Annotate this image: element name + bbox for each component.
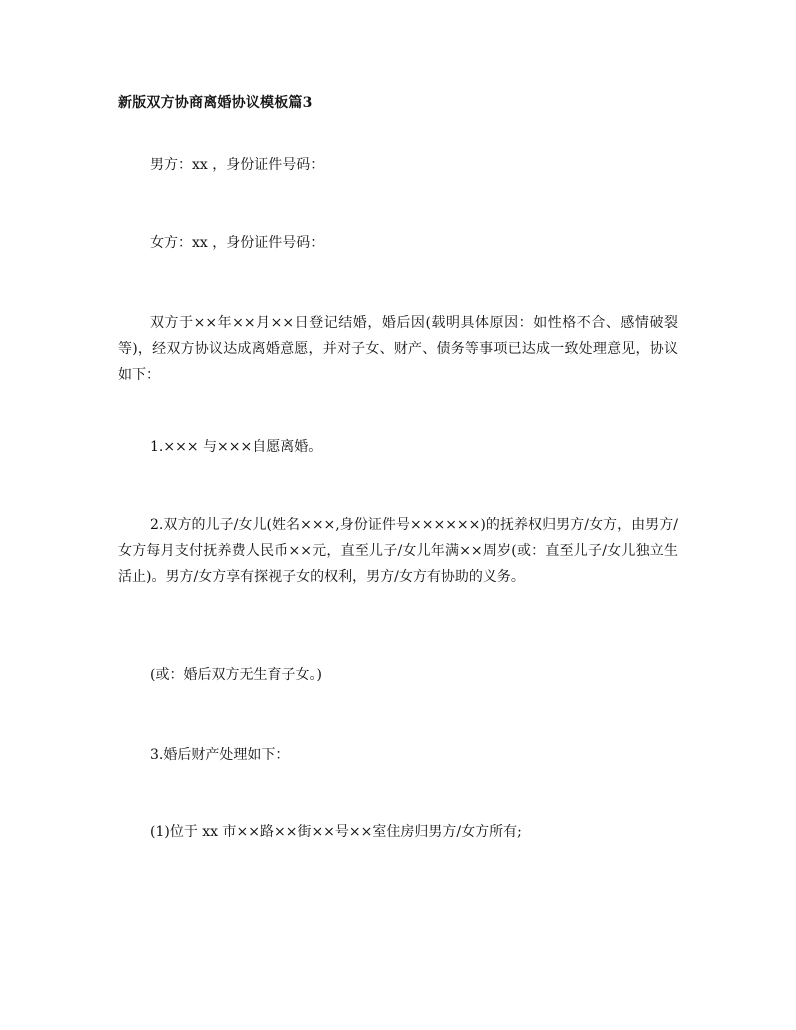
paragraph-clause-3-item-1: (1)位于 xx 市××路××街××号××室住房归男方/女方所有; <box>150 824 522 840</box>
paragraph-husband-info: 男方：xx ，身份证件号码： <box>150 157 325 173</box>
paragraph-clause-2-alternative: (或：婚后双方无生育子女。) <box>150 667 322 683</box>
paragraph-clause-2-custody: 2.双方的儿子/女儿(姓名×××,身份证件号××××××)的抚养权归男方/女方，由男方/女方每月支付抚养费人民币××元，直至儿子/女儿年满××周岁(或：直至儿子/女儿独立生活止)。男方/女方享有探视子女的权利，男方/女方有协助的义务。 <box>118 517 678 585</box>
paragraph-agreement-intro: 双方于××年××月××日登记结婚，婚后因(载明具体原因：如性格不合、感情破裂等)，经双方协议达成离婚意愿，并对子女、财产、债务等事项已达成一致处理意见，协议如下： <box>118 315 678 383</box>
document-title: 新版双方协商离婚协议模板篇3 <box>118 95 313 111</box>
paragraph-wife-info: 女方：xx ，身份证件号码： <box>150 235 325 251</box>
paragraph-clause-3-property: 3.婚后财产处理如下： <box>150 747 290 763</box>
paragraph-clause-1: 1.××× 与×××自愿离婚。 <box>150 439 323 455</box>
